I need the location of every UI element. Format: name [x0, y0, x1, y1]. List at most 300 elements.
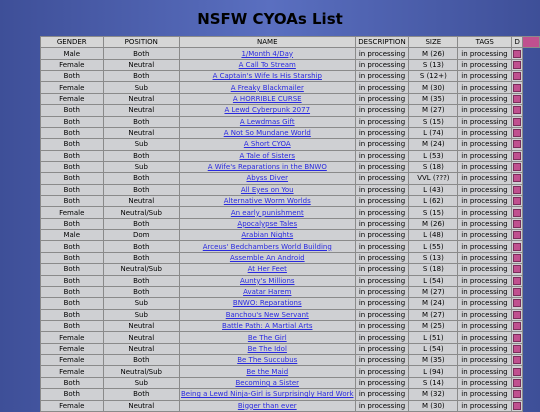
description-cell: in processing [355, 161, 409, 172]
col-d[interactable]: D [512, 37, 523, 48]
name-link[interactable]: Arabian Nights [180, 230, 356, 241]
gender-cell: Female [41, 366, 104, 377]
name-link[interactable]: Be The Succubus [180, 355, 356, 366]
name-link[interactable]: Apocalypse Tales [180, 218, 356, 229]
table-row [41, 207, 540, 218]
download-cell [512, 400, 523, 411]
name-link[interactable]: A Wife's Reparations in the BNWO [180, 161, 356, 172]
row-spacer [523, 400, 540, 411]
name-link[interactable]: A Tale of Sisters [180, 150, 356, 161]
position-cell: Both [103, 71, 179, 82]
download-icon[interactable] [513, 61, 521, 69]
row-spacer [523, 59, 540, 70]
size-cell: M (26) [409, 48, 458, 59]
name-link[interactable]: An early punishment [180, 207, 356, 218]
tags-cell: in processing [458, 400, 512, 411]
download-cell [512, 127, 523, 138]
col-description[interactable]: DESCRIPTION [355, 37, 409, 48]
description-cell: in processing [355, 82, 409, 93]
download-icon[interactable] [513, 72, 521, 80]
position-cell: Both [103, 355, 179, 366]
position-cell: Neutral [103, 400, 179, 411]
position-cell: Sub [103, 82, 179, 93]
name-link[interactable]: Being a Lewd Ninja-Girl is Surprisingly Hard Work [181, 390, 354, 399]
table-row [41, 400, 540, 411]
download-cell [512, 241, 523, 252]
size-cell: M (35) [409, 93, 458, 104]
col-name[interactable]: NAME [180, 37, 356, 48]
size-cell: L (54) [409, 275, 458, 286]
table-row [41, 320, 540, 331]
description-cell: in processing [355, 150, 409, 161]
row-spacer [523, 389, 540, 400]
tags-cell: in processing [458, 139, 512, 150]
download-cell [512, 207, 523, 218]
download-cell [512, 355, 523, 366]
size-cell: L (55) [409, 241, 458, 252]
download-cell [512, 161, 523, 172]
gender-cell: Both [41, 377, 104, 388]
size-cell: M (24) [409, 139, 458, 150]
size-cell: L (54) [409, 343, 458, 354]
gender-cell: Both [41, 150, 104, 161]
row-spacer [523, 241, 540, 252]
download-icon[interactable] [513, 106, 521, 114]
description-cell: in processing [355, 286, 409, 297]
download-icon[interactable] [513, 265, 521, 273]
download-cell [512, 93, 523, 104]
download-icon[interactable] [513, 379, 521, 387]
tags-cell: in processing [458, 207, 512, 218]
row-spacer [523, 127, 540, 138]
size-cell: L (51) [409, 332, 458, 343]
tags-cell: in processing [458, 252, 512, 263]
tags-cell: in processing [458, 366, 512, 377]
download-cell [512, 139, 523, 150]
download-icon[interactable] [513, 368, 521, 376]
size-cell: S (18) [409, 161, 458, 172]
tags-cell: in processing [458, 332, 512, 343]
download-cell [512, 71, 523, 82]
download-icon[interactable] [513, 186, 521, 194]
table-header-row [41, 37, 540, 48]
row-spacer [523, 93, 540, 104]
name-link[interactable]: BNWO: Reparations [180, 298, 356, 309]
table-row [41, 275, 540, 286]
name-link[interactable]: Alternative Worm Worlds [180, 196, 356, 207]
download-icon[interactable] [513, 220, 521, 228]
download-cell [512, 59, 523, 70]
name-link[interactable]: Arceus' Bedchambers World Building [180, 241, 356, 252]
col-tags[interactable]: TAGS [458, 37, 512, 48]
gender-cell: Both [41, 105, 104, 116]
tags-cell: in processing [458, 59, 512, 70]
gender-cell: Both [41, 127, 104, 138]
col-extra [523, 37, 540, 48]
gender-cell: Female [41, 355, 104, 366]
size-cell: M (24) [409, 298, 458, 309]
gender-cell: Both [41, 139, 104, 150]
table-row [41, 355, 540, 366]
row-spacer [523, 139, 540, 150]
gender-cell: Both [41, 196, 104, 207]
row-spacer [523, 343, 540, 354]
download-cell [512, 218, 523, 229]
row-spacer [523, 48, 540, 59]
download-cell [512, 196, 523, 207]
row-spacer [523, 105, 540, 116]
description-cell: in processing [355, 332, 409, 343]
name-link[interactable]: A Lewd Cyberpunk 2077 [180, 105, 356, 116]
download-cell [512, 82, 523, 93]
download-icon[interactable] [513, 209, 521, 217]
tags-cell: in processing [458, 286, 512, 297]
tags-cell: in processing [458, 71, 512, 82]
table-row [41, 196, 540, 207]
gender-cell: Male [41, 230, 104, 241]
size-cell: L (53) [409, 150, 458, 161]
download-icon[interactable] [513, 254, 521, 262]
row-spacer [523, 82, 540, 93]
gender-cell: Both [41, 320, 104, 331]
download-cell [512, 343, 523, 354]
size-cell: VVL (???) [409, 173, 458, 184]
tags-cell: in processing [458, 389, 512, 400]
row-spacer [523, 196, 540, 207]
tags-cell: in processing [458, 309, 512, 320]
tags-cell: in processing [458, 150, 512, 161]
position-cell: Neutral [103, 320, 179, 331]
description-cell: in processing [355, 389, 409, 400]
download-icon[interactable] [513, 390, 521, 398]
position-cell: Neutral [103, 59, 179, 70]
description-cell: in processing [355, 400, 409, 411]
size-cell: M (27) [409, 286, 458, 297]
gender-cell: Both [41, 71, 104, 82]
name-link[interactable]: Aunty's Millions [180, 275, 356, 286]
tags-cell: in processing [458, 82, 512, 93]
download-icon[interactable] [513, 277, 521, 285]
row-spacer [523, 309, 540, 320]
tags-cell: in processing [458, 105, 512, 116]
position-cell: Dom [103, 230, 179, 241]
row-spacer [523, 377, 540, 388]
download-icon[interactable] [513, 174, 521, 182]
position-cell: Neutral [103, 343, 179, 354]
description-cell: in processing [355, 196, 409, 207]
download-cell [512, 309, 523, 320]
description-cell: in processing [355, 343, 409, 354]
size-cell: S (13) [409, 59, 458, 70]
table-row [41, 82, 540, 93]
col-gender[interactable]: GENDER [41, 37, 104, 48]
row-spacer [523, 218, 540, 229]
name-link[interactable]: Battle Path: A Martial Arts [180, 320, 356, 331]
description-cell: in processing [355, 355, 409, 366]
row-spacer [523, 366, 540, 377]
download-icon[interactable] [513, 140, 521, 148]
tags-cell: in processing [458, 320, 512, 331]
download-icon[interactable] [513, 118, 521, 126]
row-spacer [523, 184, 540, 195]
tags-cell: in processing [458, 93, 512, 104]
download-icon[interactable] [513, 322, 521, 330]
name-link[interactable]: Bigger than ever [180, 400, 356, 411]
row-spacer [523, 275, 540, 286]
description-cell: in processing [355, 264, 409, 275]
tags-cell: in processing [458, 241, 512, 252]
description-cell: in processing [355, 139, 409, 150]
gender-cell: Both [41, 116, 104, 127]
table-row [41, 173, 540, 184]
download-icon[interactable] [513, 231, 521, 239]
col-position[interactable]: POSITION [103, 37, 179, 48]
description-cell: in processing [355, 298, 409, 309]
table-row [41, 48, 540, 59]
download-cell [512, 116, 523, 127]
gender-cell: Both [41, 298, 104, 309]
download-cell [512, 286, 523, 297]
download-cell [512, 377, 523, 388]
gender-cell: Both [41, 241, 104, 252]
row-spacer [523, 355, 540, 366]
gender-cell: Female [41, 332, 104, 343]
download-cell [512, 230, 523, 241]
download-icon[interactable] [513, 356, 521, 364]
position-cell: Both [103, 173, 179, 184]
table-row [41, 184, 540, 195]
size-cell: L (48) [409, 230, 458, 241]
name-link[interactable]: A Call To Stream [180, 59, 356, 70]
size-cell: M (32) [409, 389, 458, 400]
gender-cell: Both [41, 161, 104, 172]
page-title: NSFW CYOAs List [197, 10, 343, 28]
name-link[interactable]: A Short CYOA [180, 139, 356, 150]
download-icon[interactable] [513, 334, 521, 342]
name-link[interactable]: A Captain's Wife Is His Starship [180, 71, 356, 82]
name-link[interactable]: Be the Maid [180, 366, 356, 377]
gender-cell: Both [41, 173, 104, 184]
description-cell: in processing [355, 275, 409, 286]
tags-cell: in processing [458, 298, 512, 309]
tags-cell: in processing [458, 184, 512, 195]
row-spacer [523, 320, 540, 331]
row-spacer [523, 332, 540, 343]
size-cell: L (94) [409, 366, 458, 377]
table-row [41, 366, 540, 377]
description-cell: in processing [355, 366, 409, 377]
name-link[interactable]: A HORRIBLE CURSE [180, 93, 356, 104]
download-icon[interactable] [513, 163, 521, 171]
size-cell: S (12+) [409, 71, 458, 82]
name-link[interactable]: Abyss Diver [180, 173, 356, 184]
download-icon[interactable] [513, 84, 521, 92]
name-link[interactable]: Becoming a Sister [180, 377, 356, 388]
position-cell: Both [103, 48, 179, 59]
gender-cell: Female [41, 82, 104, 93]
name-link[interactable]: A Lewdmas Gift [180, 116, 356, 127]
size-cell: M (27) [409, 105, 458, 116]
gender-cell: Both [41, 309, 104, 320]
position-cell: Sub [103, 377, 179, 388]
name-link[interactable]: Be The Girl [180, 332, 356, 343]
gender-cell: Both [41, 184, 104, 195]
tags-cell: in processing [458, 48, 512, 59]
size-cell: M (30) [409, 82, 458, 93]
gender-cell: Both [41, 264, 104, 275]
position-cell: Neutral [103, 127, 179, 138]
name-link[interactable]: Assemble An Android [180, 252, 356, 263]
table-row [41, 105, 540, 116]
tags-cell: in processing [458, 218, 512, 229]
table-row [41, 252, 540, 263]
tags-cell: in processing [458, 264, 512, 275]
download-cell [512, 366, 523, 377]
tags-cell: in processing [458, 116, 512, 127]
col-size[interactable]: SIZE [409, 37, 458, 48]
table-row [41, 264, 540, 275]
table-row [41, 389, 540, 400]
size-cell: M (26) [409, 218, 458, 229]
name-link[interactable]: Avatar Harem [180, 286, 356, 297]
cyoa-table [40, 36, 540, 412]
description-cell: in processing [355, 309, 409, 320]
name-link[interactable]: At Her Feet [180, 264, 356, 275]
name-link[interactable]: Banchou's New Servant [180, 309, 356, 320]
download-icon[interactable] [513, 50, 521, 58]
download-icon[interactable] [513, 311, 521, 319]
table-row [41, 377, 540, 388]
row-spacer [523, 286, 540, 297]
position-cell: Neutral [103, 105, 179, 116]
table-row [41, 127, 540, 138]
size-cell: M (30) [409, 400, 458, 411]
table-row [41, 139, 540, 150]
row-spacer [523, 116, 540, 127]
size-cell: M (27) [409, 309, 458, 320]
table-row [41, 298, 540, 309]
position-cell: Neutral [103, 332, 179, 343]
description-cell: in processing [355, 48, 409, 59]
download-icon[interactable] [513, 243, 521, 251]
size-cell: S (15) [409, 207, 458, 218]
download-icon[interactable] [513, 152, 521, 160]
description-cell: in processing [355, 230, 409, 241]
row-spacer [523, 161, 540, 172]
table-row [41, 218, 540, 229]
download-icon[interactable] [513, 402, 521, 410]
row-spacer [523, 150, 540, 161]
name-link[interactable]: A Not So Mundane World [180, 127, 356, 138]
position-cell: Both [103, 241, 179, 252]
table-row [41, 343, 540, 354]
gender-cell: Male [41, 48, 104, 59]
gender-cell: Both [41, 252, 104, 263]
download-icon[interactable] [513, 288, 521, 296]
download-cell [512, 150, 523, 161]
download-icon[interactable] [513, 299, 521, 307]
description-cell: in processing [355, 71, 409, 82]
tags-cell: in processing [458, 127, 512, 138]
description-cell: in processing [355, 184, 409, 195]
download-icon[interactable] [513, 197, 521, 205]
name-link[interactable]: Be The Idol [180, 343, 356, 354]
row-spacer [523, 173, 540, 184]
download-cell [512, 275, 523, 286]
download-cell [512, 320, 523, 331]
position-cell: Both [103, 286, 179, 297]
table-row [41, 332, 540, 343]
description-cell: in processing [355, 320, 409, 331]
gender-cell: Female [41, 343, 104, 354]
table-row [41, 161, 540, 172]
description-cell: in processing [355, 218, 409, 229]
position-cell: Sub [103, 139, 179, 150]
size-cell: L (43) [409, 184, 458, 195]
download-cell [512, 332, 523, 343]
row-spacer [523, 71, 540, 82]
size-cell: S (14) [409, 377, 458, 388]
table-row [41, 241, 540, 252]
size-cell: M (35) [409, 355, 458, 366]
download-cell [512, 252, 523, 263]
tags-cell: in processing [458, 196, 512, 207]
table-row [41, 116, 540, 127]
row-spacer [523, 252, 540, 263]
position-cell: Both [103, 184, 179, 195]
size-cell: L (62) [409, 196, 458, 207]
table-row [41, 59, 540, 70]
tags-cell: in processing [458, 343, 512, 354]
size-cell: M (25) [409, 320, 458, 331]
download-icon[interactable] [513, 95, 521, 103]
position-cell: Both [103, 218, 179, 229]
position-cell: Neutral [103, 93, 179, 104]
size-cell: L (74) [409, 127, 458, 138]
name-link[interactable]: 1/Month 4/Day [180, 48, 356, 59]
tags-cell: in processing [458, 230, 512, 241]
position-cell: Both [103, 116, 179, 127]
tags-cell: in processing [458, 355, 512, 366]
gender-cell: Both [41, 275, 104, 286]
tags-cell: in processing [458, 377, 512, 388]
download-cell [512, 173, 523, 184]
gender-cell: Female [41, 400, 104, 411]
gender-cell: Female [41, 207, 104, 218]
gender-cell: Female [41, 93, 104, 104]
row-spacer [523, 298, 540, 309]
description-cell: in processing [355, 241, 409, 252]
row-spacer [523, 264, 540, 275]
description-cell: in processing [355, 105, 409, 116]
description-cell: in processing [355, 252, 409, 263]
download-cell [512, 105, 523, 116]
tags-cell: in processing [458, 173, 512, 184]
tags-cell: in processing [458, 161, 512, 172]
table-row [41, 309, 540, 320]
download-icon[interactable] [513, 129, 521, 137]
download-cell [512, 264, 523, 275]
download-cell [512, 389, 523, 400]
table-row [41, 286, 540, 297]
description-cell: in processing [355, 207, 409, 218]
position-cell: Both [103, 275, 179, 286]
name-link[interactable]: All Eyes on You [180, 184, 356, 195]
name-link[interactable]: A Freaky Blackmailer [180, 82, 356, 93]
download-icon[interactable] [513, 345, 521, 353]
row-spacer [523, 230, 540, 241]
description-cell: in processing [355, 93, 409, 104]
